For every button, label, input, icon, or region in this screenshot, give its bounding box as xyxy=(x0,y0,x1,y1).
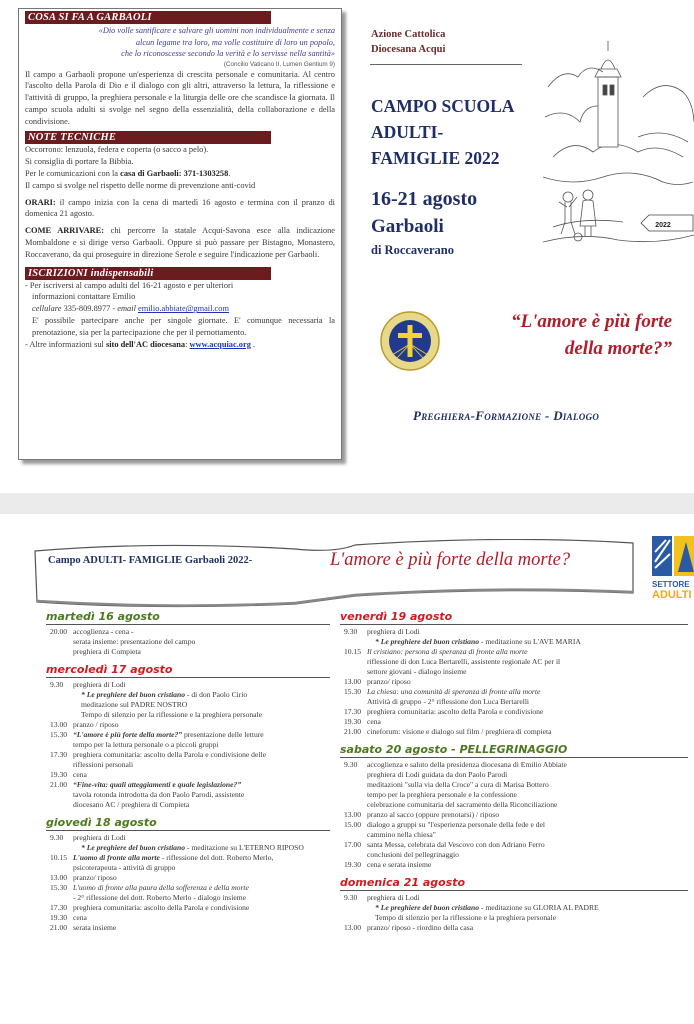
event-line xyxy=(367,667,688,677)
event-time: 15.30 xyxy=(50,883,68,892)
schedule-row xyxy=(340,923,688,933)
event-text: * Le preghiere del buon cristiano - meditazione su L'AVE MARIA xyxy=(375,637,581,646)
event-title: Il cristiano: persona di speranza di fronte alla morte xyxy=(367,647,528,656)
event-text: preghiera comunitaria: ascolto della Parola e condivisione xyxy=(73,903,250,912)
day-heading: sabato 20 agosto - PELLEGRINAGGIO xyxy=(340,743,688,758)
schedule-hours: ORARI: il campo inizia con la cena di martedì 16 agosto e termina con il pranzo di domenica 21 agosto. xyxy=(25,197,335,219)
event-time: 13.00 xyxy=(50,873,68,882)
themes: Preghiera-Formazione - Dialogo xyxy=(413,408,600,423)
event-description xyxy=(367,707,688,717)
event-line xyxy=(73,730,330,740)
program-banner-motto: L'amore è più forte della morte? xyxy=(330,550,571,570)
event-description xyxy=(73,903,330,913)
event-line xyxy=(73,760,330,770)
event-line xyxy=(367,677,688,687)
event-line xyxy=(73,647,330,657)
schedule-row xyxy=(46,750,330,770)
event-text: meditazione sul PADRE NOSTRO xyxy=(81,700,188,709)
schedule-row xyxy=(340,810,688,820)
event-line xyxy=(367,800,688,810)
event-description xyxy=(367,677,688,687)
directions: COME ARRIVARE: chi percorre la statale Acqui-Savona esce alla indicazione Mombaldone e si dirige verso Garbaoli. Oppure si può passare per Bistagno, Monastero, Roccaverano, da qui proseguire in direzione Serole e seguire l'indicazione per Garbaoli. xyxy=(25,226,336,259)
logo-text-settore: SETTORE xyxy=(652,580,690,589)
camp-place: Garbaoli xyxy=(371,216,444,237)
event-text: pranzo/ riposo xyxy=(73,873,117,882)
event-description xyxy=(367,760,688,810)
event-title: * Le preghiere del buon cristiano xyxy=(375,903,479,912)
divider xyxy=(370,64,522,65)
event-text: settore giovani - dialogo insieme xyxy=(367,667,467,676)
schedule-row xyxy=(340,627,688,637)
event-line xyxy=(375,913,688,923)
camp-place-sub: di Roccaverano xyxy=(371,243,454,257)
event-time xyxy=(46,843,73,853)
registration-note: E' possibile partecipare anche per singole giornate. E' comunque necessaria la prenotazione, sia per la partecipazione che per il pernottamento. xyxy=(32,316,335,337)
quote-line: che lo riconoscesse secondo la verità e lo servisse nella santità» xyxy=(121,49,335,58)
event-line xyxy=(73,780,330,790)
schedule-row xyxy=(46,627,330,657)
event-description xyxy=(73,780,330,810)
event-description xyxy=(73,690,330,720)
org-line: Azione Cattolica xyxy=(371,29,446,40)
schedule-row xyxy=(340,687,688,707)
event-text: Attività di gruppo - 2° riflessione don Luca Bertarelli xyxy=(367,697,530,706)
event-time: 13.00 xyxy=(50,720,68,729)
event-text xyxy=(367,687,540,696)
event-line xyxy=(367,893,688,903)
schedule-row xyxy=(340,727,688,737)
event-description xyxy=(73,833,330,843)
event-description xyxy=(367,810,688,820)
event-description xyxy=(367,860,688,870)
schedule-row xyxy=(46,843,330,853)
note-line: Il campo si svolge nel rispetto delle norme di prevenzione anti-covid xyxy=(25,180,256,190)
event-description xyxy=(367,627,688,637)
event-description xyxy=(73,843,330,853)
event-description xyxy=(367,647,688,677)
event-text: conclusioni del pellegrinaggio xyxy=(367,850,459,859)
info-box xyxy=(18,8,342,460)
event-line xyxy=(367,780,688,790)
event-time: 19.30 xyxy=(344,717,362,726)
event-text: preghiera di Lodi xyxy=(73,680,126,689)
event-text: * Le preghiere del buon cristiano - meditazione su GLORIA AL PADRE xyxy=(375,903,599,912)
event-description xyxy=(73,750,330,770)
event-line xyxy=(73,913,330,923)
event-line xyxy=(73,750,330,760)
event-time: 17.30 xyxy=(344,707,362,716)
event-text: * Le preghiere del buon cristiano - meditazione su L'ETERNO RIPOSO xyxy=(81,843,304,852)
event-text: Tempo di silenzio per la riflessione e la preghiera personale xyxy=(81,710,263,719)
event-time xyxy=(340,637,367,647)
event-text: L'uomo di fronte alla morte - riflessione del dott. Roberto Merlo, xyxy=(73,853,274,862)
title-line: ADULTI- xyxy=(371,122,444,142)
event-line xyxy=(73,853,330,863)
event-text: pranzo/ riposo xyxy=(367,677,411,686)
event-text xyxy=(73,883,249,892)
event-line xyxy=(73,627,330,637)
registration-line: informazioni contattare Emilio xyxy=(32,292,136,302)
event-line xyxy=(81,710,330,720)
event-time: 13.00 xyxy=(344,923,362,932)
event-title: L'uomo di fronte alla morte xyxy=(73,853,160,862)
event-text: “L'amore è più forte della morte?” presentazione delle letture xyxy=(73,730,264,739)
event-description xyxy=(367,820,688,840)
event-time: 19.30 xyxy=(50,770,68,779)
schedule-row xyxy=(340,717,688,727)
schedule-row xyxy=(46,873,330,883)
schedule-row xyxy=(46,780,330,810)
flyer-page xyxy=(0,0,694,493)
program-column-right xyxy=(340,610,688,939)
event-time: 21.00 xyxy=(50,923,68,932)
event-line xyxy=(367,810,688,820)
event-description xyxy=(73,627,330,657)
event-line xyxy=(73,883,330,893)
event-time: 20.00 xyxy=(50,627,68,636)
event-time: 9.30 xyxy=(344,760,358,769)
schedule-row xyxy=(340,893,688,903)
event-text: tempo per la preghiera personale e la confessione xyxy=(367,790,517,799)
schedule-row xyxy=(46,770,330,780)
website-line: - Altre informazioni sul sito dell'AC diocesana: www.acquiac.org . xyxy=(25,339,256,349)
event-description xyxy=(73,873,330,883)
day-block xyxy=(46,816,330,933)
motto xyxy=(511,308,672,362)
registration-info xyxy=(25,280,335,315)
event-text: preghiera comunitaria: ascolto della Parola e condivisione delle xyxy=(73,750,266,759)
event-description xyxy=(367,840,688,860)
event-time: 9.30 xyxy=(50,680,64,689)
day-block xyxy=(340,876,688,933)
program-banner-title: Campo ADULTI- FAMIGLIE Garbaoli 2022- xyxy=(48,555,253,566)
schedule-row xyxy=(46,680,330,690)
event-description xyxy=(73,770,330,780)
event-description xyxy=(367,893,688,903)
event-line xyxy=(73,863,330,873)
event-text: dialogo a gruppi su "l'esperienza personale della fede e del xyxy=(367,820,545,829)
house-phone: casa di Garbaoli: 371-1303258 xyxy=(120,169,229,179)
event-time: 17.30 xyxy=(50,903,68,912)
event-title: * Le preghiere del buon cristiano xyxy=(375,637,479,646)
event-line xyxy=(81,700,330,710)
schedule-row xyxy=(340,637,688,647)
event-line xyxy=(367,717,688,727)
directions-label: COME ARRIVARE: xyxy=(25,226,105,236)
event-description xyxy=(367,687,688,707)
event-text: psicoterapeuta - attività di gruppo xyxy=(73,863,176,872)
event-text: pranzo / riposo xyxy=(73,720,119,729)
event-description xyxy=(73,913,330,923)
event-time: 10.15 xyxy=(50,853,68,862)
event-time: 10.15 xyxy=(344,647,362,656)
event-line xyxy=(367,850,688,860)
event-text: preghiera di Compieta xyxy=(73,647,141,656)
event-description xyxy=(367,923,688,933)
event-text: diocesano AC / preghiera di Compieta xyxy=(73,800,190,809)
event-description xyxy=(367,637,688,647)
schedule-row xyxy=(340,903,688,923)
event-title: L'uomo di fronte alla paura della sofferenza e della morte xyxy=(73,883,249,892)
event-time: 9.30 xyxy=(344,627,358,636)
note-line-phone: Per le comunicazioni con la casa di Garbaoli: 371-1303258. xyxy=(25,169,231,179)
logo-text-adulti: ADULTI xyxy=(652,589,692,600)
note-line: Occorrono: lenzuola, federa e coperta (o sacco a pelo). xyxy=(25,145,209,155)
event-title: “Fine-vita: quali atteggiamenti e quale legislazione?” xyxy=(73,780,242,789)
event-time: 13.00 xyxy=(344,810,362,819)
schedule-row xyxy=(46,720,330,730)
event-line xyxy=(81,690,330,700)
day-heading: mercoledì 17 agosto xyxy=(46,663,330,678)
event-time: 9.30 xyxy=(50,833,64,842)
event-line xyxy=(73,833,330,843)
event-text: pranzo/ riposo - riordino della casa xyxy=(367,923,474,932)
organization-name xyxy=(371,27,445,57)
day-block xyxy=(340,610,688,737)
event-description xyxy=(73,730,330,750)
event-line xyxy=(73,680,330,690)
event-time: 21.00 xyxy=(50,780,68,789)
event-line xyxy=(73,740,330,750)
settore-adulti-logo xyxy=(652,532,694,600)
schedule-row xyxy=(340,860,688,870)
day-heading: martedì 16 agosto xyxy=(46,610,330,625)
program-column-left xyxy=(46,610,330,939)
section-heading-what: COSA SI FA A GARBAOLI xyxy=(25,11,271,24)
event-time: 9.30 xyxy=(344,893,358,902)
event-description xyxy=(367,717,688,727)
schedule-row xyxy=(46,690,330,720)
note-line: Si consiglia di portare la Bibbia. xyxy=(25,157,134,167)
section-heading-notes: NOTE TECNICHE xyxy=(25,131,271,144)
event-text: cammino nella chiesa" xyxy=(367,830,436,839)
schedule-row xyxy=(46,833,330,843)
event-line xyxy=(367,840,688,850)
event-text: cena xyxy=(73,913,87,922)
event-line xyxy=(375,903,688,913)
event-time: 19.30 xyxy=(50,913,68,922)
bell-tower-illustration xyxy=(543,27,694,255)
azione-cattolica-emblem xyxy=(380,311,440,371)
event-text: preghiera di Lodi guidata da don Paolo Parodi xyxy=(367,770,508,779)
event-line xyxy=(367,657,688,667)
event-description xyxy=(367,903,688,923)
quote-line: «Dio volle santificare e salvare gli uomini non individualmente e senza xyxy=(98,26,335,35)
event-text: preghiera di Lodi xyxy=(73,833,126,842)
schedule-row xyxy=(340,760,688,810)
event-title: “L'amore è più forte della morte?” xyxy=(73,730,183,739)
day-block xyxy=(46,610,330,657)
illustration-sign-text: 2022 xyxy=(655,222,671,229)
email-link[interactable]: emilio.abbiate@gmail.com xyxy=(138,304,229,314)
event-line xyxy=(367,830,688,840)
event-description xyxy=(73,720,330,730)
event-text: meditazioni "sulla via della Croce" a cura di Marisa Bottero xyxy=(367,780,549,789)
event-description xyxy=(73,680,330,690)
event-line xyxy=(367,790,688,800)
event-text xyxy=(73,780,241,789)
schedule-row xyxy=(46,883,330,903)
contact-phone: 335-809.8977 - xyxy=(61,304,118,314)
event-line xyxy=(367,923,688,933)
event-line xyxy=(367,820,688,830)
schedule-row xyxy=(46,913,330,923)
schedule-row xyxy=(46,923,330,933)
flyer-title xyxy=(371,93,514,171)
camp-description: Il campo a Garbaoli propone un'esperienza di crescita personale e comunitaria. Al centro l'ascolto della Parola di Dio e il dialogo con gli altri, attraverso la lettura, la riflessione e l'attività di gruppo, la preghiera personale e la liturgia delle ore che scandisce la giornata. Il campo scuola adulti si svolge nel segno della essenzialità, della collaborazione e della condivisione. xyxy=(25,69,335,126)
event-text: santa Messa, celebrata dal Vescovo con don Adriano Ferro xyxy=(367,840,545,849)
event-text: serata insieme: presentazione del campo xyxy=(73,637,196,646)
event-line xyxy=(73,637,330,647)
registration-line: - Per iscriversi al campo adulti del 16-21 agosto e per ulteriori xyxy=(25,280,234,290)
event-text: preghiera di Lodi xyxy=(367,893,420,902)
event-line xyxy=(367,687,688,697)
day-heading: domenica 21 agosto xyxy=(340,876,688,891)
event-line xyxy=(73,893,330,903)
quote-line: alcun legame tra loro, ma volle costituire di loro un popolo, xyxy=(135,37,335,47)
event-text: Tempo di silenzio per la riflessione e la preghiera personale xyxy=(375,913,557,922)
event-line xyxy=(367,707,688,717)
event-text: preghiera comunitaria: ascolto della Parola e condivisione xyxy=(367,707,544,716)
event-time: 15.30 xyxy=(50,730,68,739)
council-quote xyxy=(25,25,335,60)
event-description xyxy=(73,853,330,873)
event-line xyxy=(73,800,330,810)
event-line xyxy=(367,760,688,770)
event-text: cena xyxy=(367,717,381,726)
event-line xyxy=(367,627,688,637)
hours-label: ORARI: xyxy=(25,197,56,207)
quote-source: (Concilio Vaticano II, Lumen Gentium 9) xyxy=(223,60,335,68)
event-description xyxy=(73,923,330,933)
event-time xyxy=(340,903,367,923)
event-line xyxy=(367,647,688,657)
event-time: 13.00 xyxy=(344,677,362,686)
schedule-row xyxy=(340,647,688,677)
event-line xyxy=(73,903,330,913)
event-text: cineforum: visione e dialogo sul film / preghiera di compieta xyxy=(367,727,552,736)
event-description xyxy=(367,727,688,737)
cross-icon xyxy=(408,325,413,357)
event-text: tempo per la lettura personale o a piccoli gruppi xyxy=(73,740,219,749)
event-text: tavola rotonda introdotta da don Paolo Parodi, assistente xyxy=(73,790,245,799)
schedule-row xyxy=(46,903,330,913)
event-text: cena e serata insieme xyxy=(367,860,432,869)
event-title: La chiesa: una comunità di speranza di fronte alla morte xyxy=(367,687,541,696)
event-line xyxy=(73,720,330,730)
section-heading-registration: ISCRIZIONI indispensabili xyxy=(25,267,271,280)
schedule-row xyxy=(340,707,688,717)
title-line: CAMPO SCUOLA xyxy=(371,96,515,116)
motto-line: della morte?” xyxy=(564,338,672,359)
event-text: cena xyxy=(73,770,87,779)
event-time: 15.00 xyxy=(344,820,362,829)
day-heading: venerdì 19 agosto xyxy=(340,610,688,625)
event-text: riflessione di don Luca Bertarelli, assistente regionale AC per il xyxy=(367,657,561,666)
event-text: pranzo al sacco (oppure prenotarsi) / riposo xyxy=(367,810,499,819)
schedule-row xyxy=(340,820,688,840)
event-time: 21.00 xyxy=(344,727,362,736)
notes-list xyxy=(25,144,335,191)
org-line: Diocesana Acqui xyxy=(371,44,446,55)
camp-dates: 16-21 agosto xyxy=(371,188,478,210)
day-block xyxy=(46,663,330,810)
schedule-row xyxy=(340,840,688,860)
event-time xyxy=(46,690,73,720)
event-text: celebrazione comunitaria del sacramento della Riconciliazione xyxy=(367,800,558,809)
event-text: - 2° riflessione del dott. Roberto Merlo - dialogo insieme xyxy=(73,893,247,902)
event-line xyxy=(367,727,688,737)
event-text: riflessioni personali xyxy=(73,760,134,769)
event-line xyxy=(73,770,330,780)
day-block xyxy=(340,743,688,870)
event-line xyxy=(73,923,330,933)
event-title: * Le preghiere del buon cristiano xyxy=(81,690,185,699)
event-text: * Le preghiere del buon cristiano - di don Paolo Cirio xyxy=(81,690,248,699)
event-time: 17.30 xyxy=(50,750,68,759)
event-text: serata insieme xyxy=(73,923,117,932)
motto-line: “L'amore è più forte xyxy=(511,311,672,332)
event-line xyxy=(73,790,330,800)
event-line xyxy=(73,873,330,883)
website-link[interactable]: www.acquiac.org xyxy=(189,339,251,349)
event-title: * Le preghiere del buon cristiano xyxy=(81,843,185,852)
event-line xyxy=(367,770,688,780)
event-text: accoglienza - cena - xyxy=(73,627,134,636)
contact-line: cellulare 335-809.8977 - email emilio.abbiate@gmail.com xyxy=(32,304,229,314)
event-line xyxy=(367,860,688,870)
title-line: FAMIGLIE 2022 xyxy=(371,148,500,168)
event-text xyxy=(367,647,527,656)
event-time: 15.30 xyxy=(344,687,362,696)
event-line xyxy=(81,843,330,853)
event-time: 19.30 xyxy=(344,860,362,869)
event-time: 17.00 xyxy=(344,840,362,849)
event-text: accoglienza e saluto della presidenza diocesana di Emilio Abbiate xyxy=(367,760,567,769)
event-text: preghiera di Lodi xyxy=(367,627,420,636)
schedule-row xyxy=(46,730,330,750)
event-line xyxy=(367,697,688,707)
day-heading: giovedì 18 agosto xyxy=(46,816,330,831)
event-line xyxy=(375,637,688,647)
event-description xyxy=(73,883,330,903)
schedule-row xyxy=(46,853,330,873)
schedule-row xyxy=(340,677,688,687)
